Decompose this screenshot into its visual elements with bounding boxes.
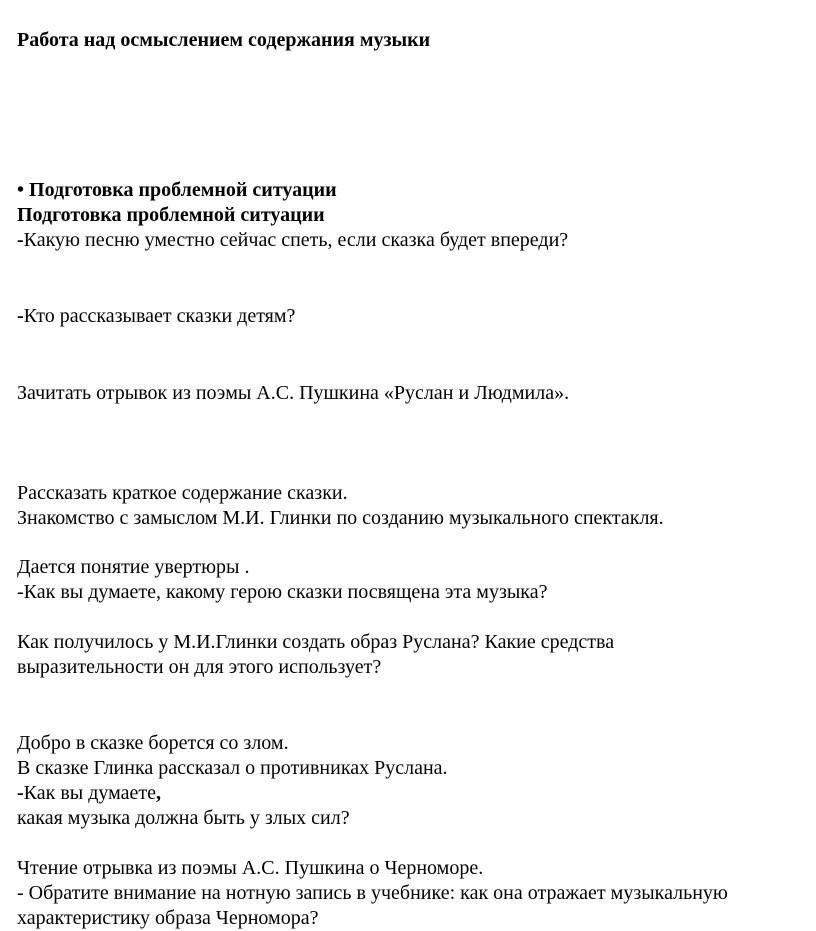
question-ruslan-line1: Как получилось у М.И.Глинки создать образ Руслана? Какие средства [17,631,615,653]
bullet-item [17,178,337,202]
question-evil-music-line2: какая музыка должна быть у злых сил? [17,807,350,829]
statement-good-evil: Добро в сказке борется со злом. [17,732,289,754]
question-notation-line2: характеристику образа Черномора? [17,907,319,929]
question-notation-line1: - Обратите внимание на нотную запись в учебнике: как она отражает музыкальную [17,882,728,904]
instruction-retell: Рассказать краткое содержание сказки. [17,482,348,504]
instruction-glinka-intent: Знакомство с замыслом М.И. Глинки по созданию музыкального спектакля. [17,507,664,529]
question-ruslan-line2: выразительности он для этого использует? [17,656,382,678]
bullet-icon: • [17,179,25,201]
instruction-overture: Дается понятие увертюры . [17,556,250,578]
question-hero: -Как вы думаете, какому герою сказки посвящена эта музыка? [17,581,548,603]
page-heading: Работа над осмыслением содержания музыки [17,29,431,51]
question-song: -Какую песню уместно сейчас спеть, если сказка будет впереди? [17,229,569,251]
question-storytellers: -Кто рассказывает сказки детям? [17,305,296,327]
section-subheading: Подготовка проблемной ситуации [17,204,325,226]
instruction-chernomor-read: Чтение отрывка из поэмы А.С. Пушкина о Черноморе. [17,857,484,879]
statement-opponents: В сказке Глинка рассказал о противниках Руслана. [17,757,448,779]
bullet-item-text: Подготовка проблемной ситуации [29,179,337,201]
instruction-read-excerpt: Зачитать отрывок из поэмы А.С. Пушкина «Руслан и Людмила». [17,382,570,404]
question-evil-music-line1: -Как вы думаете, [17,782,162,804]
